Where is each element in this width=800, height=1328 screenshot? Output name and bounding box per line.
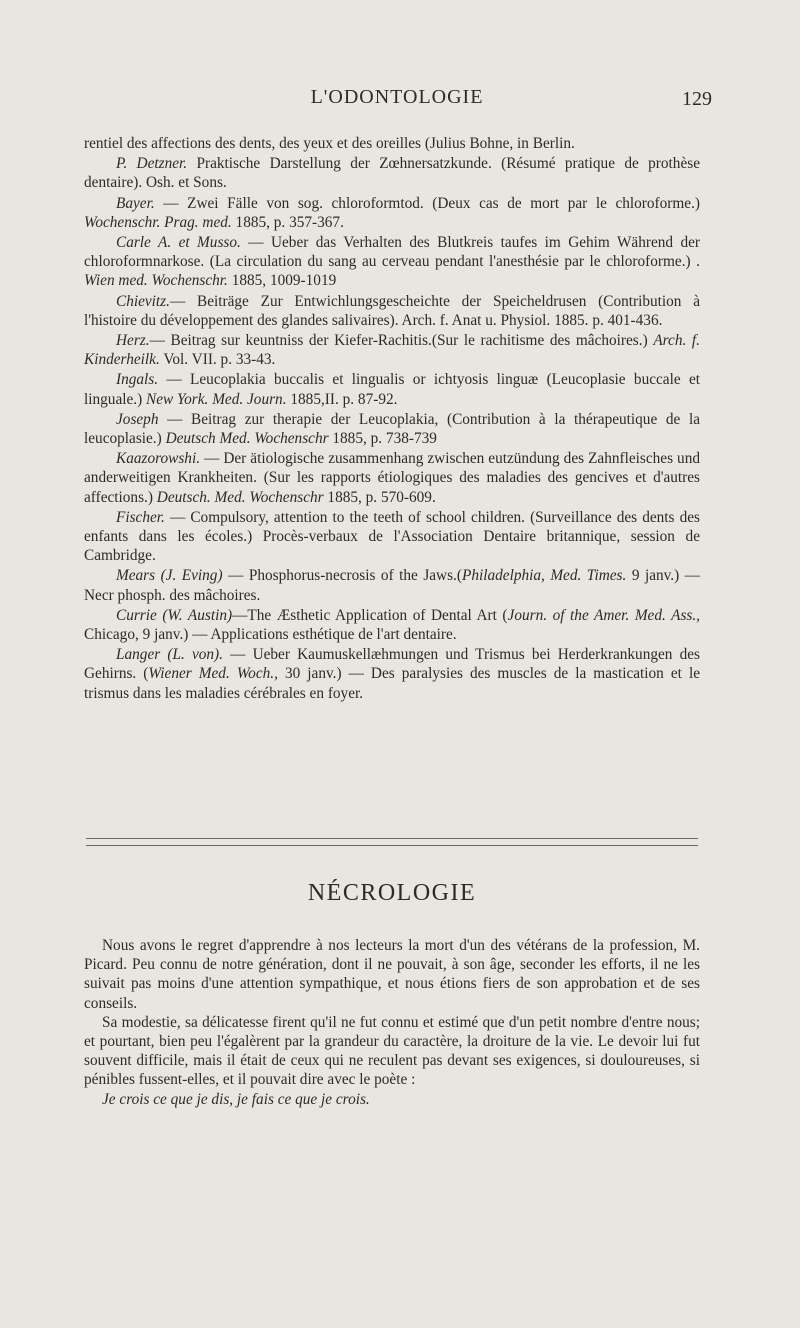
bibliography-list xyxy=(84,134,700,704)
reference-source: New York. Med. Journ. xyxy=(146,390,287,408)
paragraph: Sa modestie, sa délicatesse firent qu'il ne fut connu et estimé que d'un petit nombre d'entre nous; et pourtant, bien peu l'égalèrent par la grandeur du caractère, la droiture de la vie. Le devoir lui fut souvent difficile, mais il était de ceux qui ne reculent pas devant ses exigences, si douloureuses, si pénibles fussent-elles, et il pouvait dire avec le poète : xyxy=(84,1013,700,1089)
reference-author: Mears (J. Eving) xyxy=(116,567,223,585)
reference-text: — Leucoplakia buccalis et lingualis or ichtyosis linguæ (Leucoplasie buccale et linguale.) xyxy=(84,371,700,408)
reference-author: Fischer. xyxy=(116,508,165,526)
quote: Je crois ce que je dis, je fais ce que je crois. xyxy=(102,1090,370,1108)
reference-entry xyxy=(84,134,700,153)
reference-author: Kaazorowshi. xyxy=(116,450,201,468)
reference-source: Wiener Med. Woch., xyxy=(148,665,278,683)
reference-author: Joseph xyxy=(116,410,159,428)
reference-source: Deutsch. Med. Wochenschr xyxy=(156,488,324,506)
reference-text: — Beitrag zur therapie der Leucoplakia, (Contribution à la thérapeutique de la leucoplasie.) xyxy=(84,410,700,448)
reference-text: — Compulsory, attention to the teeth of school children. (Surveillance des dents des enfants dans les écoles.) Procès-verbaux de l'Association Dentaire britannique, session de Cambridge. xyxy=(84,508,700,565)
reference-author: Currie (W. Austin) xyxy=(116,606,233,624)
reference-text: rentiel des affections des dents, des yeux et des oreilles (Julius Bohne, in Berlin. xyxy=(84,135,575,152)
reference-entry xyxy=(84,154,700,192)
reference-author: Herz. xyxy=(116,332,150,350)
reference-tail: 9 janv.) — Necr phosph. des mâchoires. xyxy=(84,567,701,604)
reference-author: P. Detzner. xyxy=(116,155,188,173)
reference-tail: 1885, p. 570-609. xyxy=(323,488,436,506)
reference-tail: 1885, 1009-1019 xyxy=(227,272,337,290)
reference-author: Langer (L. von). xyxy=(116,646,223,664)
reference-source: Philadelphia, Med. Times. xyxy=(461,567,627,585)
reference-text: —The Æsthetic Application of Dental Art ( xyxy=(232,606,508,624)
reference-author: Carle A. et Musso. xyxy=(116,234,241,252)
reference-entry xyxy=(84,566,700,604)
reference-author: Chievitz. xyxy=(116,292,170,310)
reference-tail: Vol. VII. p. 33-43. xyxy=(159,351,276,369)
reference-entry xyxy=(84,331,700,369)
reference-source: Wien med. Wochenschr. xyxy=(84,272,228,290)
reference-entry xyxy=(84,292,700,330)
reference-author: Ingals. xyxy=(116,371,159,389)
reference-tail: 30 janv.) — Des paralysies des muscles de la mastication et le trismus dans les maladies cérébrales en foyer. xyxy=(84,665,700,702)
reference-entry xyxy=(84,449,700,507)
reference-entry xyxy=(84,508,700,566)
reference-source: Journ. of the Amer. Med. Ass., xyxy=(507,606,700,624)
reference-text: — Beiträge Zur Entwichlungsgescheichte der Speicheldrusen (Contribution à l'histoire du développement des glandes salivaires). Arch. f. Anat u. Physiol. 1885. p. 401-436. xyxy=(84,292,700,329)
reference-tail: 1885, p. 357-367. xyxy=(231,213,344,231)
running-title: L'ODONTOLOGIE xyxy=(310,86,484,108)
reference-entry xyxy=(84,233,700,291)
reference-tail: Chicago, 9 janv.) — Applications esthétique de l'art dentaire. xyxy=(84,626,457,644)
paragraph: Nous avons le regret d'apprendre à nos lecteurs la mort d'un des vétérans de la profession, M. Picard. Peu connu de notre génération, dont il ne pouvait, à son âge, seconder les efforts, il ne les suivait pas moins d'une attention sympathique, et nous étions fiers de son approbation et de ses conseils. xyxy=(84,937,700,1012)
reference-entry xyxy=(84,194,700,232)
section-divider xyxy=(86,838,698,846)
reference-text: — Ueber das Verhalten des Blutkreis taufes im Gehim Während der chloroformnarkose. (La circulation du sang au cerveau pendant l'anesthésie par le chloroforme.) . xyxy=(84,234,700,271)
reference-source: Deutsch Med. Wochenschr xyxy=(165,430,329,448)
reference-text: — Der ätiologische zusammenhang zwischen eutzündung des Zahnfleisches und anderweitigen Krankheiten. (Sur les rapports étiologiques des maladies des gencives et d'autres affections.) xyxy=(84,450,700,506)
reference-text: — Beitrag sur keuntniss der Kiefer-Rachitis.(Sur le rachitisme des mâchoires.) xyxy=(149,332,654,350)
reference-entry xyxy=(84,645,700,703)
reference-source: Wochenschr. Prag. med. xyxy=(84,213,232,231)
obituary-text xyxy=(84,936,700,1109)
reference-text: — Phosphorus-necrosis of the Jaws.( xyxy=(222,567,462,585)
reference-text: Praktische Darstellung der Zœhnersatzkunde. (Résumé pratique de prothèse dentaire). Osh. et Sons. xyxy=(84,155,700,192)
page-number: 129 xyxy=(682,88,712,110)
reference-source: Arch. f. Kinderheilk. xyxy=(84,332,701,369)
reference-text: — Zwei Fälle von sog. chloroformtod. (Deux cas de mort par le chloroforme.) xyxy=(154,194,700,212)
reference-entry xyxy=(84,370,700,408)
reference-entry xyxy=(84,606,700,644)
reference-tail: 1885, p. 738-739 xyxy=(328,430,437,448)
reference-text: — Ueber Kaumuskellæhmungen und Trismus bei Herderkrankungen des Gehirns. ( xyxy=(84,646,700,683)
page-header xyxy=(82,86,712,116)
section-title: NÉCROLOGIE xyxy=(307,880,477,906)
reference-tail: 1885,II. p. 87-92. xyxy=(286,390,398,408)
reference-author: Bayer. xyxy=(116,194,155,212)
reference-entry xyxy=(84,410,700,448)
